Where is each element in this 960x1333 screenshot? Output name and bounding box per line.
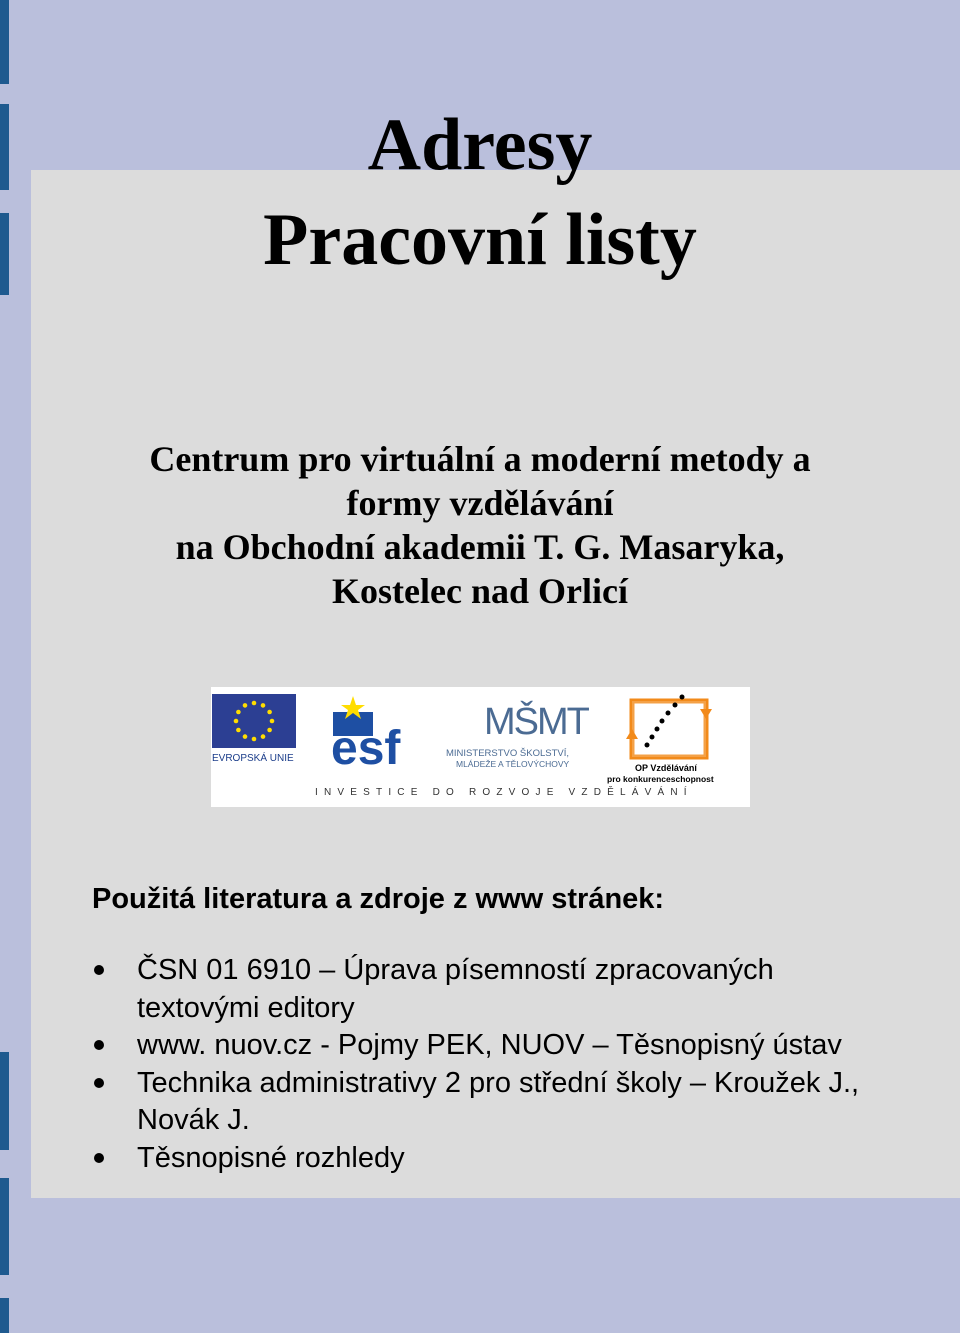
- msmt-line2: MLÁDEŽE A TĚLOVÝCHOVY: [456, 759, 570, 769]
- eu-star: [243, 703, 248, 708]
- op-vzdelavani-logo: [607, 689, 747, 790]
- eu-label: EVROPSKÁ UNIE: [212, 753, 294, 764]
- eu-star: [270, 719, 275, 724]
- institution-line: Centrum pro virtuální a moderní metody a: [149, 439, 811, 479]
- esf-logo: [331, 692, 423, 772]
- list-item: Technika administrativy 2 pro střední školy – Kroužek J., Novák J.: [92, 1065, 882, 1140]
- eu-star: [234, 719, 239, 724]
- op-line1: OP Vzdělávání: [635, 763, 697, 773]
- institution-line: na Obchodní akademii T. G. Masaryka,: [175, 527, 785, 567]
- msmt-label: MŠMT: [484, 701, 588, 743]
- literature-heading: Použitá literatura a zdroje z www stránek:: [92, 883, 665, 915]
- literature-list: [92, 952, 882, 1177]
- eu-star: [261, 703, 266, 708]
- op-line2: pro konkurenceschopnost: [607, 774, 714, 784]
- msmt-logo: [444, 690, 604, 779]
- eu-star: [252, 701, 257, 706]
- eu-star: [243, 734, 248, 739]
- institution-line: formy vzdělávání: [346, 483, 614, 523]
- sponsor-logo-strip: [211, 687, 750, 807]
- institution-line: Kostelec nad Orlicí: [332, 571, 628, 611]
- eu-star: [261, 734, 266, 739]
- msmt-line1: MINISTERSTVO ŠKOLSTVÍ,: [446, 748, 569, 759]
- edge-bar: [0, 1052, 9, 1150]
- edge-bar: [0, 1298, 9, 1333]
- esf-label: esf: [331, 722, 401, 767]
- eu-star: [252, 737, 257, 742]
- edge-bar: [0, 1178, 9, 1275]
- eu-star: [267, 728, 272, 733]
- eu-star: [236, 728, 241, 733]
- investice-slogan: INVESTICE DO ROZVOJE VZDĚLÁVÁNÍ: [315, 787, 693, 798]
- eu-flag-logo: [212, 694, 296, 748]
- eu-star: [236, 710, 241, 715]
- page-title: Adresy: [367, 104, 593, 186]
- list-item: Těsnopisné rozhledy: [92, 1140, 882, 1178]
- list-item: www. nuov.cz - Pojmy PEK, NUOV – Těsnopisný ústav: [92, 1027, 882, 1065]
- page-subtitle-title: Pracovní listy: [263, 199, 697, 281]
- edge-bar: [0, 0, 9, 84]
- msmt-logo-icon: [444, 690, 604, 774]
- esf-logo-icon: [331, 692, 423, 767]
- op-logo-icon: [607, 689, 747, 785]
- eu-stars-icon: [212, 694, 296, 748]
- institution-name: [0, 437, 960, 613]
- list-item: ČSN 01 6910 – Úprava písemností zpracovaných textovými editory: [92, 952, 882, 1027]
- eu-star: [267, 710, 272, 715]
